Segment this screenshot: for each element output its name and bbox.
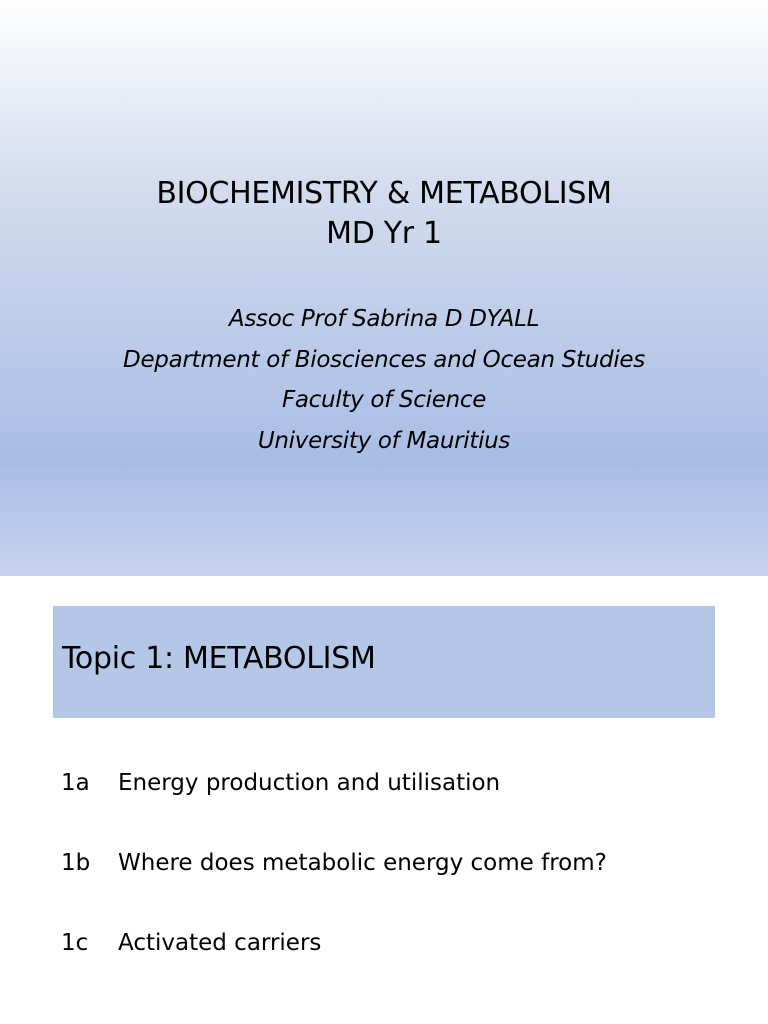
topic-item-code: 1a: [61, 770, 90, 796]
topic-item-text: Where does metabolic energy come from?: [118, 850, 607, 876]
presenter-info: [0, 299, 768, 461]
slide-title: [0, 174, 768, 254]
title-line-2: MD Yr 1: [326, 216, 442, 251]
topic-banner: [53, 606, 715, 718]
topic-item-text: Activated carriers: [118, 930, 322, 956]
topic-list: [61, 766, 741, 1006]
list-item: [61, 846, 741, 926]
presenter-name: Assoc Prof Sabrina D DYALL: [228, 306, 540, 332]
title-line-1: BIOCHEMISTRY & METABOLISM: [156, 176, 612, 211]
list-item: [61, 766, 741, 846]
list-item: [61, 926, 741, 1006]
topic-item-code: 1b: [61, 850, 91, 876]
presenter-faculty: Faculty of Science: [281, 387, 487, 413]
topic-item-code: 1c: [61, 930, 89, 956]
topic-slide: [0, 576, 768, 1024]
topic-item-text: Energy production and utilisation: [118, 770, 501, 796]
topic-heading: Topic 1: METABOLISM: [62, 641, 376, 676]
presenter-department: Department of Biosciences and Ocean Studies: [123, 346, 645, 373]
presenter-university: University of Mauritius: [257, 427, 511, 454]
